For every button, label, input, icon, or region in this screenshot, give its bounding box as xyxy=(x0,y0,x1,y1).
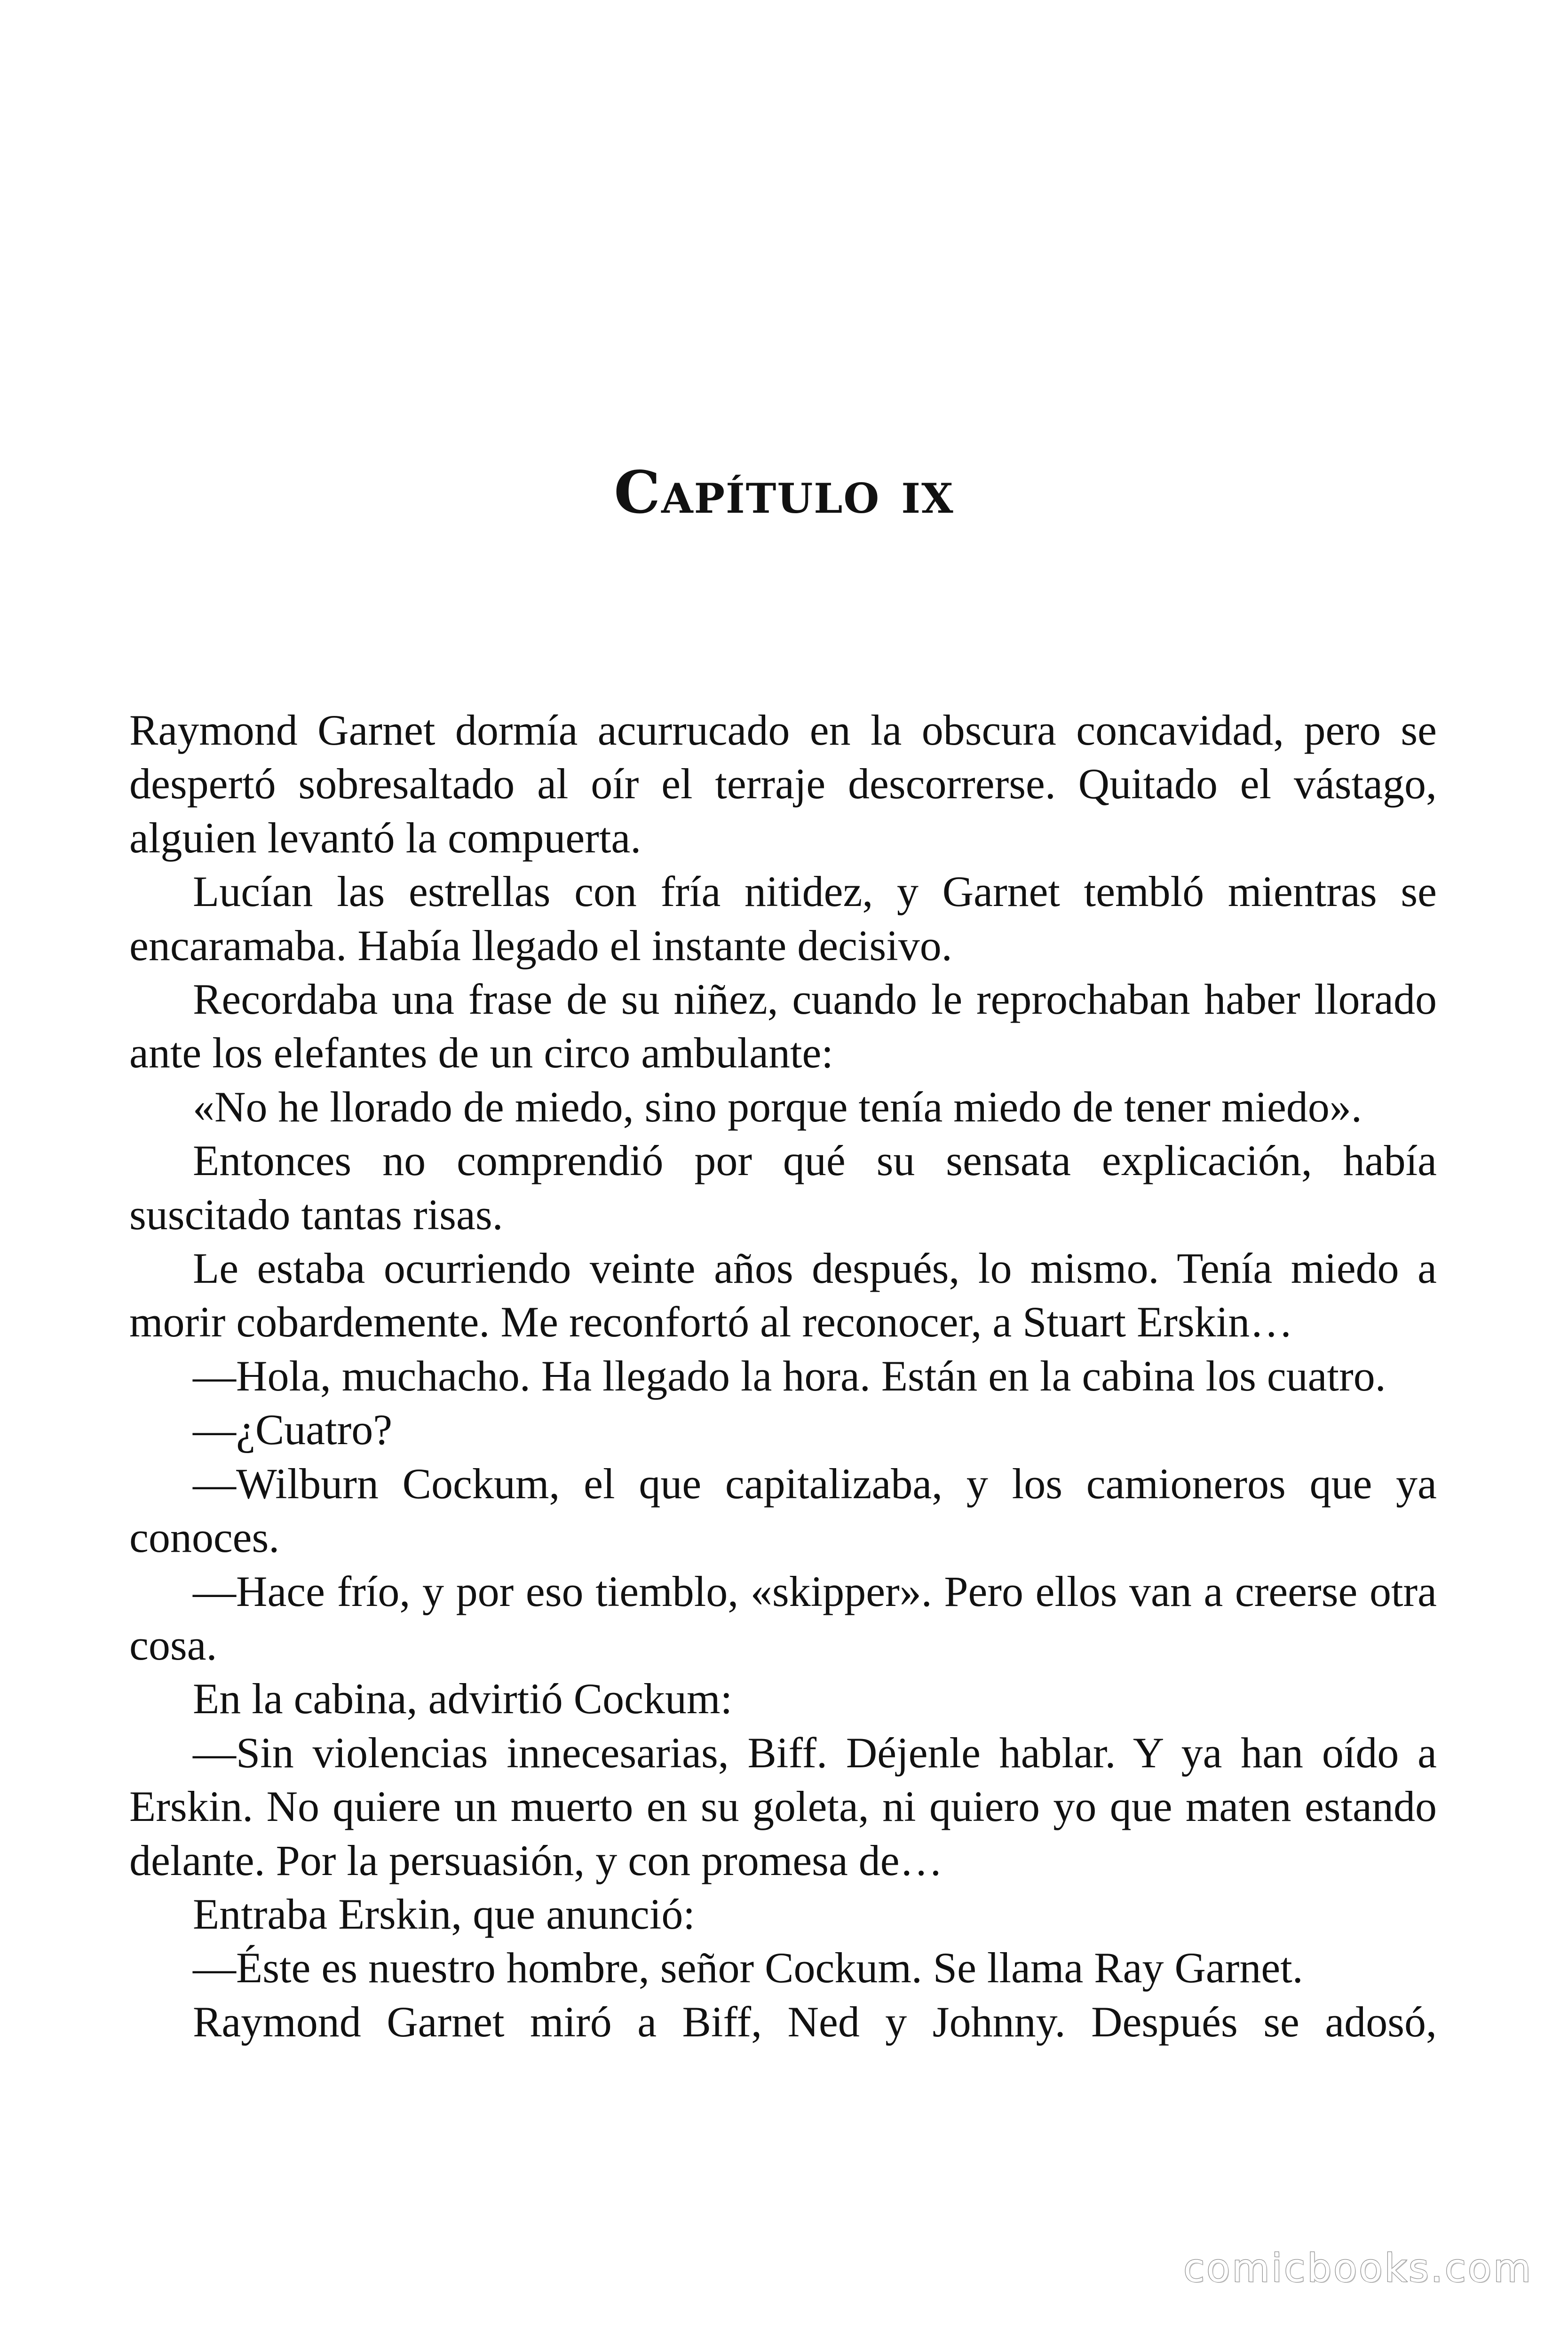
paragraph: Entraba Erskin, que anunció: xyxy=(193,1890,695,1938)
watermark-logo: comicbooks.com xyxy=(1183,2246,1533,2291)
paragraph: Entonces no comprendió por qué su sensata explicación, había suscitado tantas risas. xyxy=(129,1136,1437,1239)
dialogue-paragraph: —Sin violencias innecesarias, Biff. Déjenle hablar. Y ya han oído a Erskin. No quiere un muerto en su goleta, ni quiero yo que maten estando delante. Por la persuasión, y con promesa de… xyxy=(129,1728,1437,1884)
paragraph: Raymond Garnet dormía acurrucado en la obscura concavidad, pero se despertó sobresaltado al oír el terraje descorrerse. Quitado el vástago, alguien levantó la compuerta. xyxy=(129,706,1437,862)
dialogue-paragraph: —Éste es nuestro hombre, señor Cockum. Se llama Ray Garnet. xyxy=(193,1944,1303,1992)
paragraph: «No he llorado de miedo, sino porque tenía miedo de tener miedo». xyxy=(193,1082,1362,1131)
chapter-body xyxy=(129,703,1437,2049)
dialogue-paragraph: —Hola, muchacho. Ha llegado la hora. Están en la cabina los cuatro. xyxy=(193,1351,1386,1400)
dialogue-paragraph: —¿Cuatro? xyxy=(193,1406,393,1454)
chapter-title: Capítulo ix xyxy=(614,459,954,527)
paragraph: Raymond Garnet miró a Biff, Ned y Johnny. Después se adosó, xyxy=(193,1997,1437,2046)
paragraph: Recordaba una frase de su niñez, cuando le reprochaban haber llorado ante los elefantes de un circo ambulante: xyxy=(129,975,1437,1077)
dialogue-paragraph: —Hace frío, y por eso tiemblo, «skipper». Pero ellos van a creerse otra cosa. xyxy=(129,1567,1437,1669)
paragraph: Lucían las estrellas con fría nitidez, y Garnet tembló mientras se encaramaba. Había llegado el instante decisivo. xyxy=(129,867,1437,969)
paragraph: En la cabina, advirtió Cockum: xyxy=(193,1675,733,1723)
paragraph: Le estaba ocurriendo veinte años después, lo mismo. Tenía miedo a morir cobardemente. Me reconfortó al reconocer, a Stuart Erskin… xyxy=(129,1244,1437,1346)
dialogue-paragraph: —Wilburn Cockum, el que capitalizaba, y los camioneros que ya conoces. xyxy=(129,1459,1437,1562)
